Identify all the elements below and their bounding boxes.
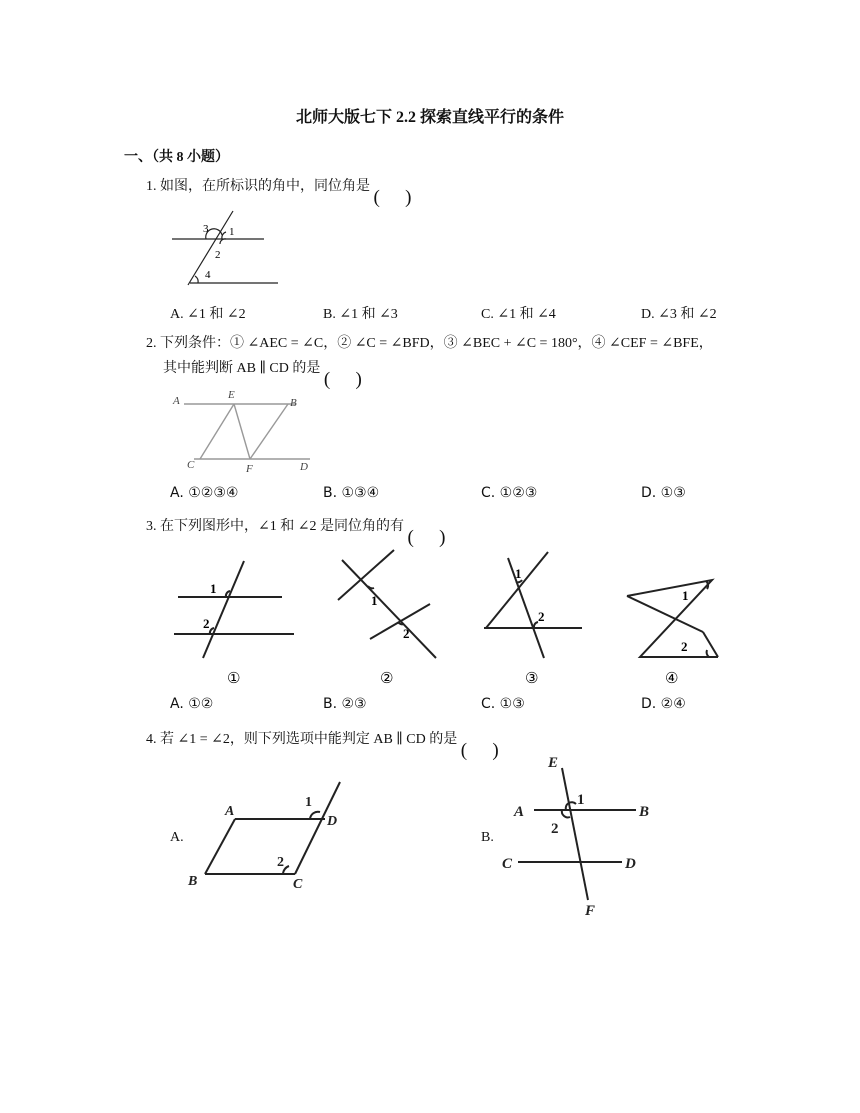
caption-1: ①	[227, 669, 241, 687]
question-3-figure-4	[620, 574, 725, 689]
label-C: C	[502, 856, 513, 872]
section-heading: 一、（共 8 小题）	[124, 150, 229, 165]
label-1: 1	[682, 588, 689, 603]
option-d[interactable]: D. ∠3 和 ∠2	[641, 307, 717, 322]
question-3-figure-2	[330, 548, 450, 688]
label-C: C	[187, 459, 195, 471]
caption-4: ④	[665, 669, 679, 687]
label-B: B	[290, 397, 297, 409]
option-a[interactable]: A. ①②③④	[170, 485, 239, 501]
question-3-stem: 3. 在下列图形中，∠1 和 ∠2 是同位角的有	[146, 519, 404, 534]
label-D: D	[625, 856, 636, 872]
label-2: 2	[681, 639, 688, 654]
label-E: E	[548, 755, 559, 771]
question-4	[146, 728, 499, 748]
label-2: 2	[203, 616, 210, 631]
question-1-figure	[160, 205, 280, 290]
question-3	[146, 515, 445, 535]
label-1: 1	[577, 792, 585, 808]
label-2: 2	[215, 249, 221, 261]
label-2: 2	[538, 609, 545, 624]
option-d[interactable]: D. ①③	[641, 485, 686, 501]
label-C: C	[293, 877, 303, 892]
question-3-figure-1	[170, 555, 300, 690]
option-a[interactable]: A. ∠1 和 ∠2	[170, 307, 246, 322]
question-1-stem: 1. 如图，在所标识的角中，同位角是	[146, 179, 370, 194]
caption-2: ②	[380, 669, 394, 687]
option-a[interactable]: A.	[170, 830, 184, 845]
label-1: 1	[515, 566, 522, 581]
option-d[interactable]: D. ②④	[641, 696, 686, 712]
label-B: B	[639, 804, 650, 820]
label-1: 1	[210, 581, 217, 596]
page-title: 北师大版七下 2.2 探索直线平行的条件	[295, 109, 564, 126]
question-2-line1: 2. 下列条件：① ∠AEC = ∠C，② ∠C = ∠BFD，③ ∠BEC + ∠C = 180°，④ ∠CEF = ∠BFE，	[146, 336, 713, 351]
question-4-figure-a	[185, 778, 355, 893]
label-3: 3	[203, 223, 209, 235]
option-c[interactable]: C. ①②③	[481, 485, 538, 501]
label-E: E	[228, 389, 235, 401]
question-2-line2	[163, 357, 362, 377]
label-4: 4	[205, 269, 211, 281]
label-2: 2	[403, 626, 410, 641]
label-2: 2	[551, 821, 559, 837]
question-1	[146, 175, 412, 195]
question-3-figure-3	[478, 548, 588, 688]
label-A: A	[225, 804, 235, 819]
option-c[interactable]: C. ①③	[481, 696, 525, 712]
label-F: F	[585, 903, 596, 919]
label-F: F	[246, 463, 253, 475]
question-2-figure	[170, 388, 330, 478]
label-A: A	[173, 395, 180, 407]
option-a[interactable]: A. ①②	[170, 696, 214, 712]
option-b[interactable]: B. ②③	[323, 696, 367, 712]
label-1: 1	[229, 226, 235, 238]
option-b[interactable]: B. ∠1 和 ∠3	[323, 307, 398, 322]
label-2: 2	[277, 855, 284, 870]
label-D: D	[300, 461, 308, 473]
label-D: D	[327, 814, 338, 829]
question-4-figure-b	[500, 750, 670, 920]
caption-3: ③	[525, 669, 539, 687]
label-1: 1	[371, 593, 378, 608]
question-4-stem: 4. 若 ∠1 = ∠2，则下列选项中能判定 AB ∥ CD 的是	[146, 732, 458, 747]
label-B: B	[188, 874, 198, 889]
label-1: 1	[305, 795, 312, 810]
label-A: A	[514, 804, 525, 820]
question-2-stem: 其中能判断 AB ∥ CD 的是	[163, 361, 321, 376]
option-b[interactable]: B. ①③④	[323, 485, 380, 501]
option-c[interactable]: C. ∠1 和 ∠4	[481, 307, 556, 322]
option-b[interactable]: B.	[481, 830, 494, 845]
